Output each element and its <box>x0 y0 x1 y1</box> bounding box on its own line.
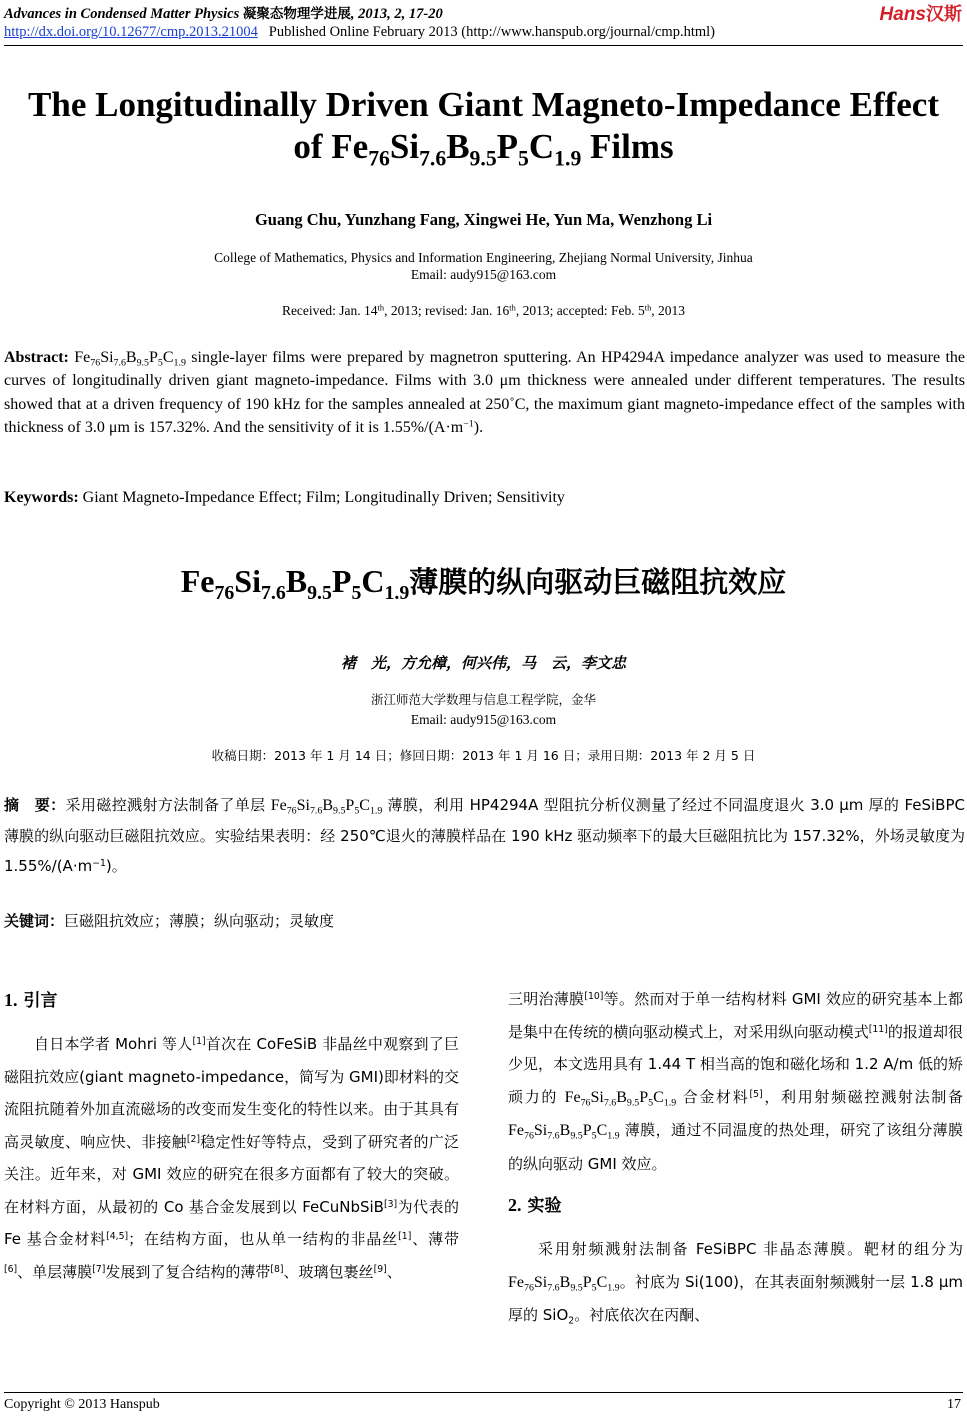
journal-name-en: Advances in Condensed Matter Physics <box>4 6 240 22</box>
published-online: Published Online February 2013 (http://www.hanspub.org/journal/cmp.html) <box>268 24 715 40</box>
doi-link[interactable]: http://dx.doi.org/10.12677/cmp.2013.21004 <box>4 24 258 40</box>
keywords-cn-label: 关键词： <box>4 912 65 930</box>
affiliation-en: College of Mathematics, Physics and Information Engineering, Zhejiang Normal University, Jinhua Email: audy915@163.com <box>0 249 967 283</box>
paper-title-cn: $Fe_{76}Si_{7.6}B_{9.5}P_5C_{1.9}$薄膜的纵向驱动巨磁阻抗效应 <box>180 563 787 604</box>
abstract-label: Abstract: <box>4 349 69 366</box>
journal-citation: , 2013, 2, 17-20 <box>350 6 443 22</box>
section-2-paragraph: 采用射频溅射法制备 FeSiBPC 非晶态薄膜。靶材的组分为 $Fe_{76}Si_{7.6}B_{9.5}P_5C_{1.9}$。衬底为 Si(100)，在其表面射频溅射一层 1.8 μm 厚的 SiO$_2$。衬底依次在丙酮、 <box>508 1240 963 1327</box>
email-en: Email: audy915@163.com <box>410 267 557 282</box>
body-column-right <box>508 983 963 1332</box>
footer-divider <box>4 1392 963 1393</box>
paper-title-en: The Longitudinally Driven Giant Magneto-Impedance Effect of $Fe_{76}Si_{7.6}B_{9.5}P_5C_{1.9}$ Films <box>28 85 939 171</box>
journal-header <box>4 2 443 23</box>
section-1-paragraph: 自日本学者 Mohri 等人[1]首次在 CoFeSiB 非晶丝中观察到了巨磁阻抗效应(giant magneto-impedance，简写为 GMI)即材料的交流阻抗随着外加直流磁场的改变而发生变化的特性以来。由于其具有高灵敏度、响应快、非接触[2]稳定性好等特点，受到了研究者的广泛关注。近年来，对 GMI 效应的研究在很多方面都有了较大的突破。在材料方面，从最初的 Co 基合金发展到以 FeCuNbSiB[3]为代表的 Fe 基合金材料[4,5]；在结构方面，也从单一结构的非晶丝[1]、薄带[6]、单层薄膜[7]发展到了复合结构的薄带[8]、玻璃包裹丝[9]、 <box>4 1035 459 1281</box>
abstract-cn-label: 摘 要： <box>4 796 66 814</box>
affiliation-cn: 浙江师范大学数理与信息工程学院，金华 Email: audy915@163.com <box>0 690 967 730</box>
journal-name-cn: 凝聚态物理学进展 <box>242 6 351 22</box>
section-1-continued: 三明治薄膜[10]等。然而对于单一结构材料 GMI 效应的研究基本上都是集中在传统的横向驱动模式上，对采用纵向驱动模式[11]的报道却很少见，本文选用具有 1.44 T 相当高的饱和磁化场和 1.2 A/m 低的矫顽力的 $Fe_{76}Si_{7.6}B_{9.5}P_5C_{1.9}$ 合金材料[5]，利用射频磁控溅射法制备 $Fe_{76}Si_{7.6}B_{9.5}P_5C_{1.9}$ 薄膜，通过不同温度的热处理，研究了该组分薄膜的纵向驱动 GMI 效应。 <box>508 990 963 1173</box>
abstract-en: Abstract: $Fe_{76}Si_{7.6}B_{9.5}P_5C_{1.9}$ single-layer films were prepared by magnetron sputtering. An HP4294A impedance analyzer was used to measure the curves of longitudinally driven giant magneto-impedance. Films with 3.0 μm thickness were annealed under different temperatures. The results showed that at a driven frequency of 190 kHz for the samples annealed at 250˚C, the maximum giant magneto-impedance effect of the samples with thickness of 3.0 μm is 157.32%. And the sensitivity of it is $1.55\%/(A\cdot m^{-1})$. <box>4 349 966 436</box>
copyright: Copyright © 2013 Hanspub <box>4 1397 160 1412</box>
keywords-cn: 关键词：巨磁阻抗效应；薄膜；纵向驱动；灵敏度 <box>4 912 335 930</box>
header-divider <box>4 45 963 46</box>
doi-line <box>4 24 715 41</box>
page-number: 17 <box>947 1397 961 1412</box>
keywords-en: Keywords: Giant Magneto-Impedance Effect; Film; Longitudinally Driven; Sensitivity <box>4 489 565 506</box>
authors-en: Guang Chu, Yunzhang Fang, Xingwei He, Yun Ma, Wenzhong Li <box>254 210 713 229</box>
section-2-heading: 2. 实验 <box>508 1195 562 1216</box>
formula: $Fe_{76}Si_{7.6}B_{9.5}P_5C_{1.9}$ <box>74 349 186 369</box>
section-1-heading: 1. 引言 <box>4 990 58 1011</box>
email-cn: Email: audy915@163.com <box>410 712 557 727</box>
body-column-left <box>4 983 459 1288</box>
hanspub-logo: Hans汉斯 <box>879 4 962 25</box>
dates-cn: 收稿日期：2013 年 1 月 14 日；修回日期：2013 年 1 月 16 日；录用日期：2013 年 2 月 5 日 <box>211 748 756 763</box>
keywords-label: Keywords: <box>4 489 79 506</box>
abstract-cn: 摘 要：采用磁控溅射方法制备了单层 $Fe_{76}Si_{7.6}B_{9.5}P_5C_{1.9}$ 薄膜，利用 HP4294A 型阻抗分析仪测量了经过不同温度退火 3.0 μm 厚的 FeSiBPC 薄膜的纵向驱动巨磁阻抗效应。实验结果表明：经 250℃退火的薄膜样品在 190 kHz 驱动频率下的最大巨磁阻抗比为 157.32%，外场灵敏度为 $1.55\%/(A\cdot m^{-1})$。 <box>4 796 965 875</box>
authors-cn: 褚 光，方允樟，何兴伟，马 云，李文忠 <box>340 654 626 672</box>
dates-en: Received: Jan. 14th, 2013; revised: Jan. 16th, 2013; accepted: Feb. 5th, 2013 <box>281 303 686 318</box>
